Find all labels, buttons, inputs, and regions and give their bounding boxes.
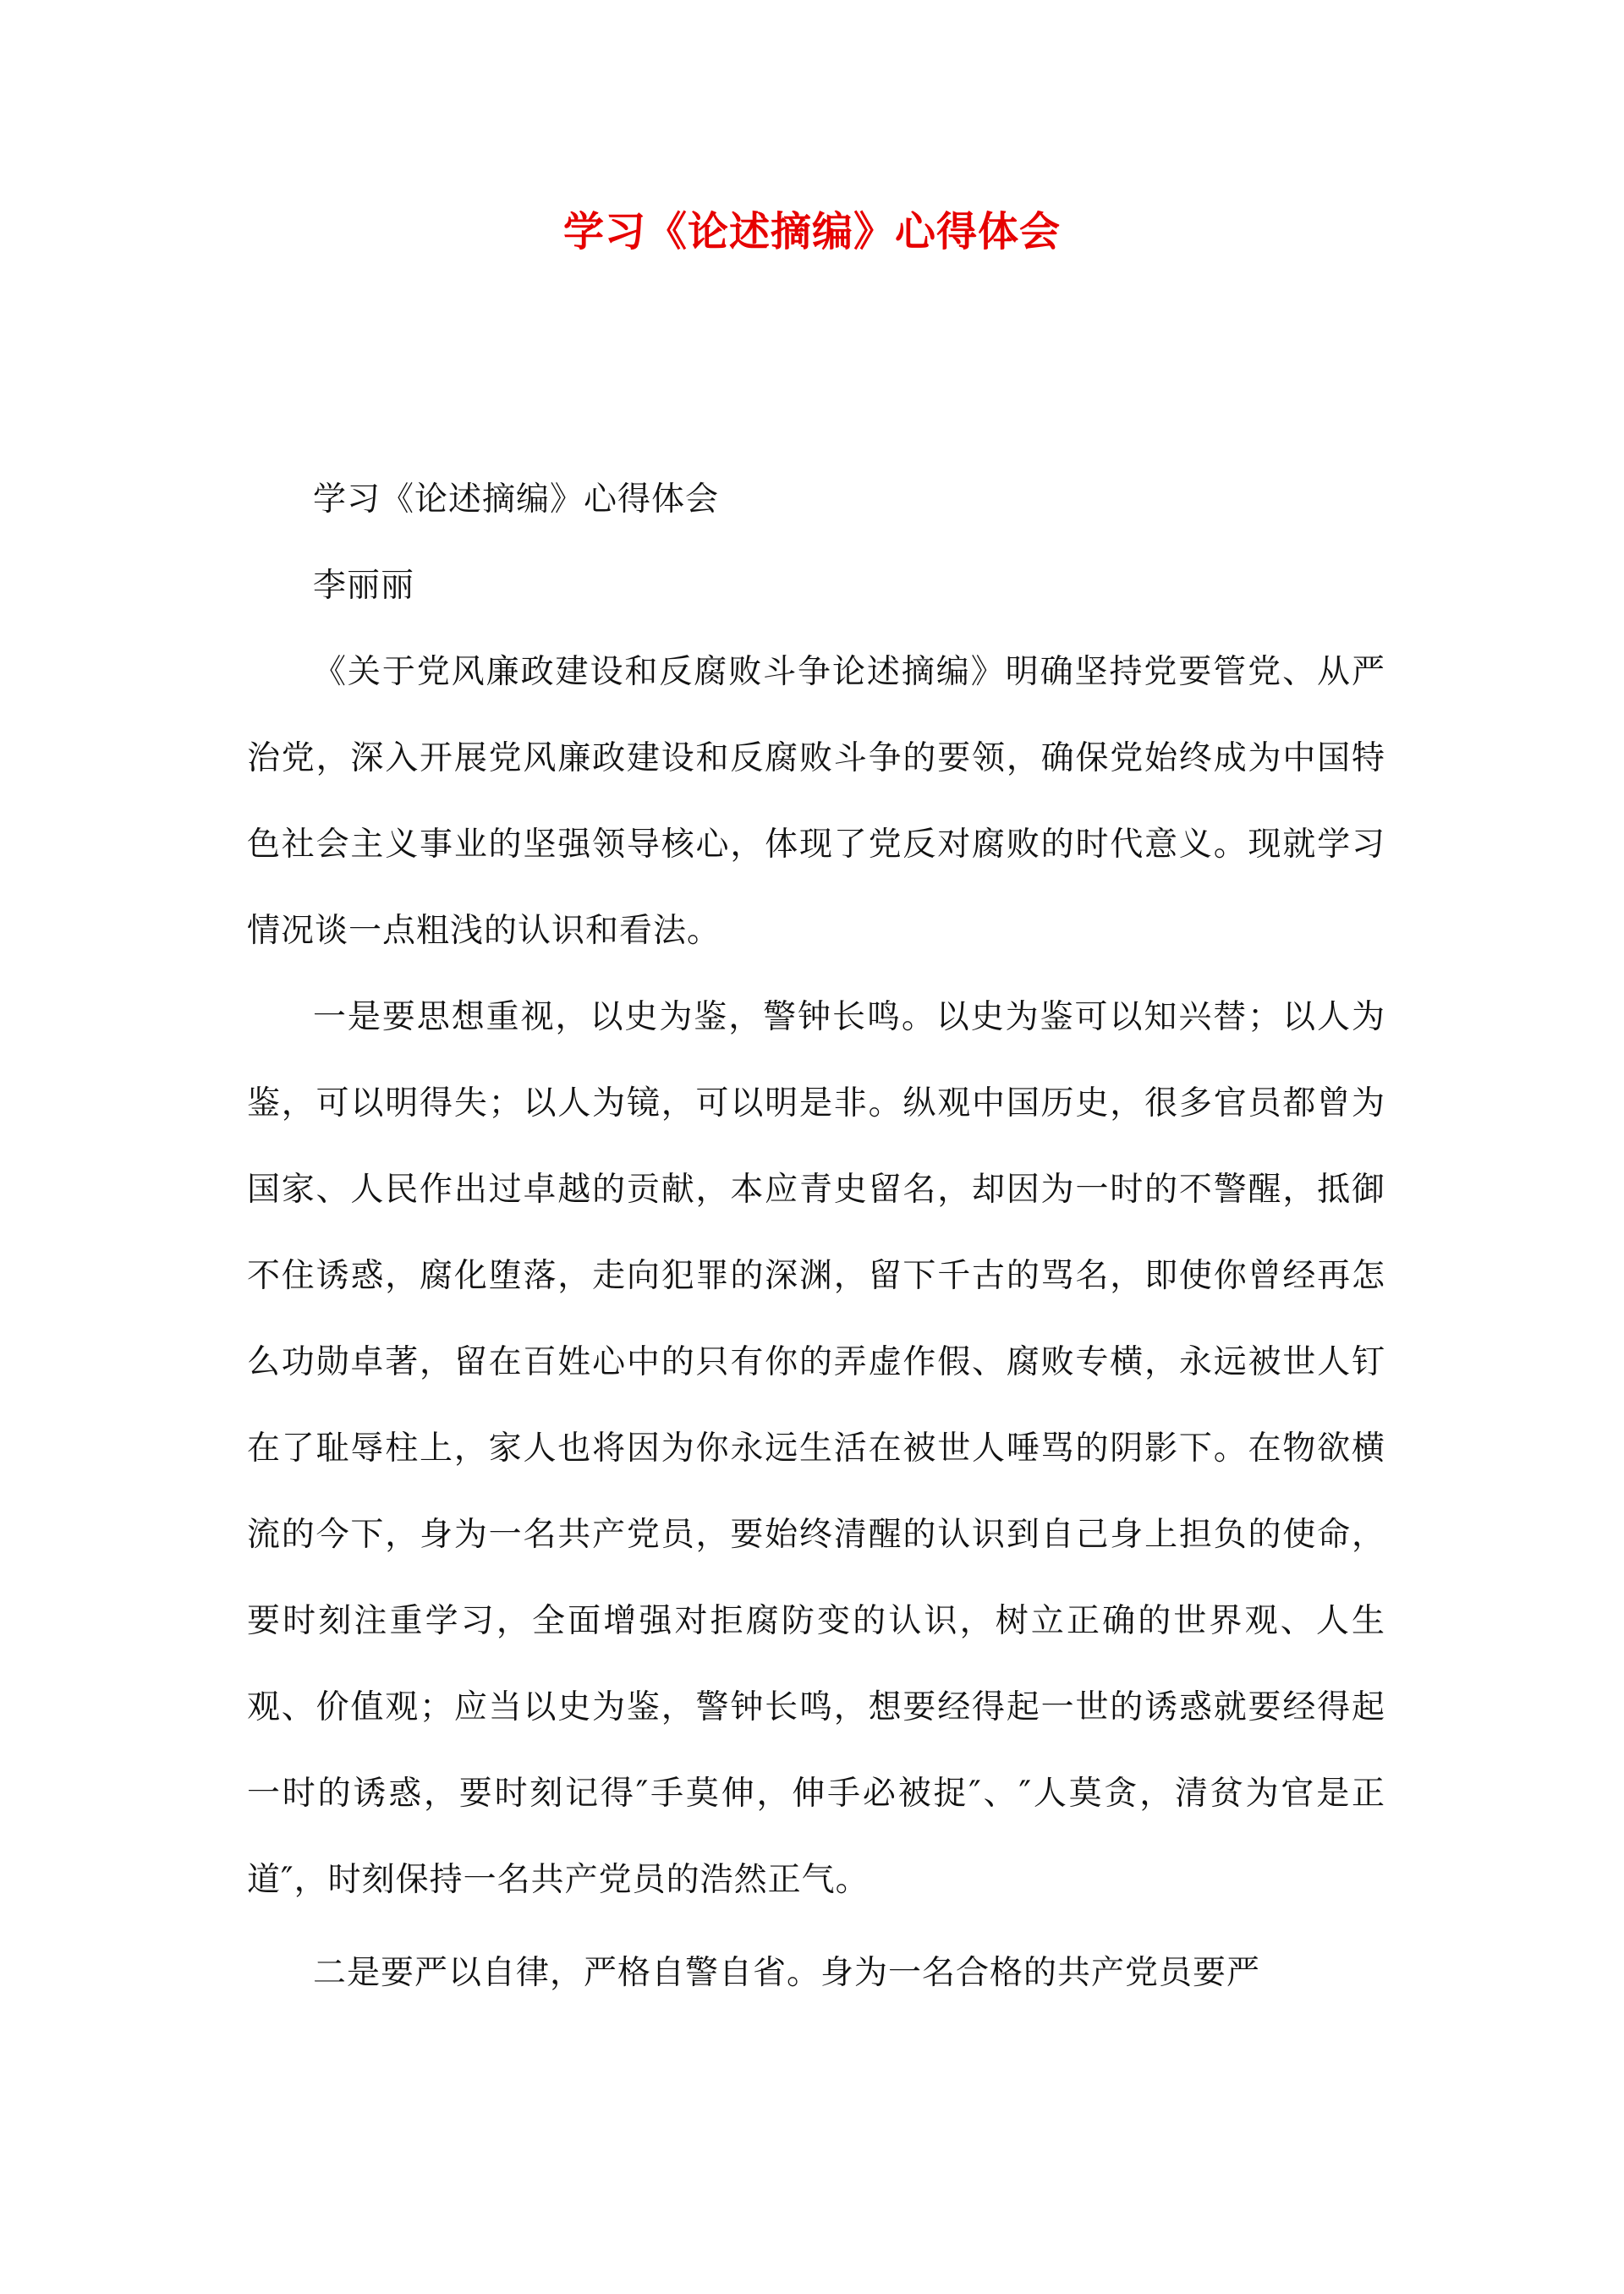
paragraph-1: 《关于党风廉政建设和反腐败斗争论述摘编》明确坚持党要管党、从严治党，深入开展党风廉政建设和反腐败斗争的要领，确保党始终成为中国特色社会主义事业的坚强领导核心，体现了党反对腐败的时代意义。现就学习情况谈一点粗浅的认识和看法。 xyxy=(247,653,1385,950)
subtitle-line: 学习《论述摘编》心得体会 xyxy=(313,480,720,519)
paragraph-2: 一是要思想重视，以史为鉴，警钟长鸣。以史为鉴可以知兴替；以人为鉴，可以明得失；以人为镜，可以明是非。纵观中国历史，很多官员都曾为国家、人民作出过卓越的贡献，本应青史留名，却因为一时的不警醒，抵御不住诱惑，腐化堕落，走向犯罪的深渊，留下千古的骂名，即使你曾经再怎么功勋卓著，留在百姓心中的只有你的弄虚作假、腐败专横，永远被世人钉在了耻辱柱上，家人也将因为你永远生活在被世人唾骂的阴影下。在物欲横流的今下，身为一名共产党员，要始终清醒的认识到自己身上担负的使命，要时刻注重学习，全面增强对拒腐防变的认识，树立正确的世界观、人生观、价值观；应当以史为鉴，警钟长鸣，想要经得起一世的诱惑就要经得起一时的诱惑，要时刻记得″手莫伸，伸手必被捉″、″人莫贪，清贫为官是正道″，时刻保持一名共产党员的浩然正气。 xyxy=(247,998,1385,1899)
paragraph-3: 二是要严以自律，严格自警自省。身为一名合格的共产党员要严 xyxy=(313,1954,1261,1992)
document-body xyxy=(247,457,1385,2017)
author-line: 李丽丽 xyxy=(313,567,415,605)
document-title: 学习《论述摘编》心得体会 xyxy=(562,208,1061,255)
